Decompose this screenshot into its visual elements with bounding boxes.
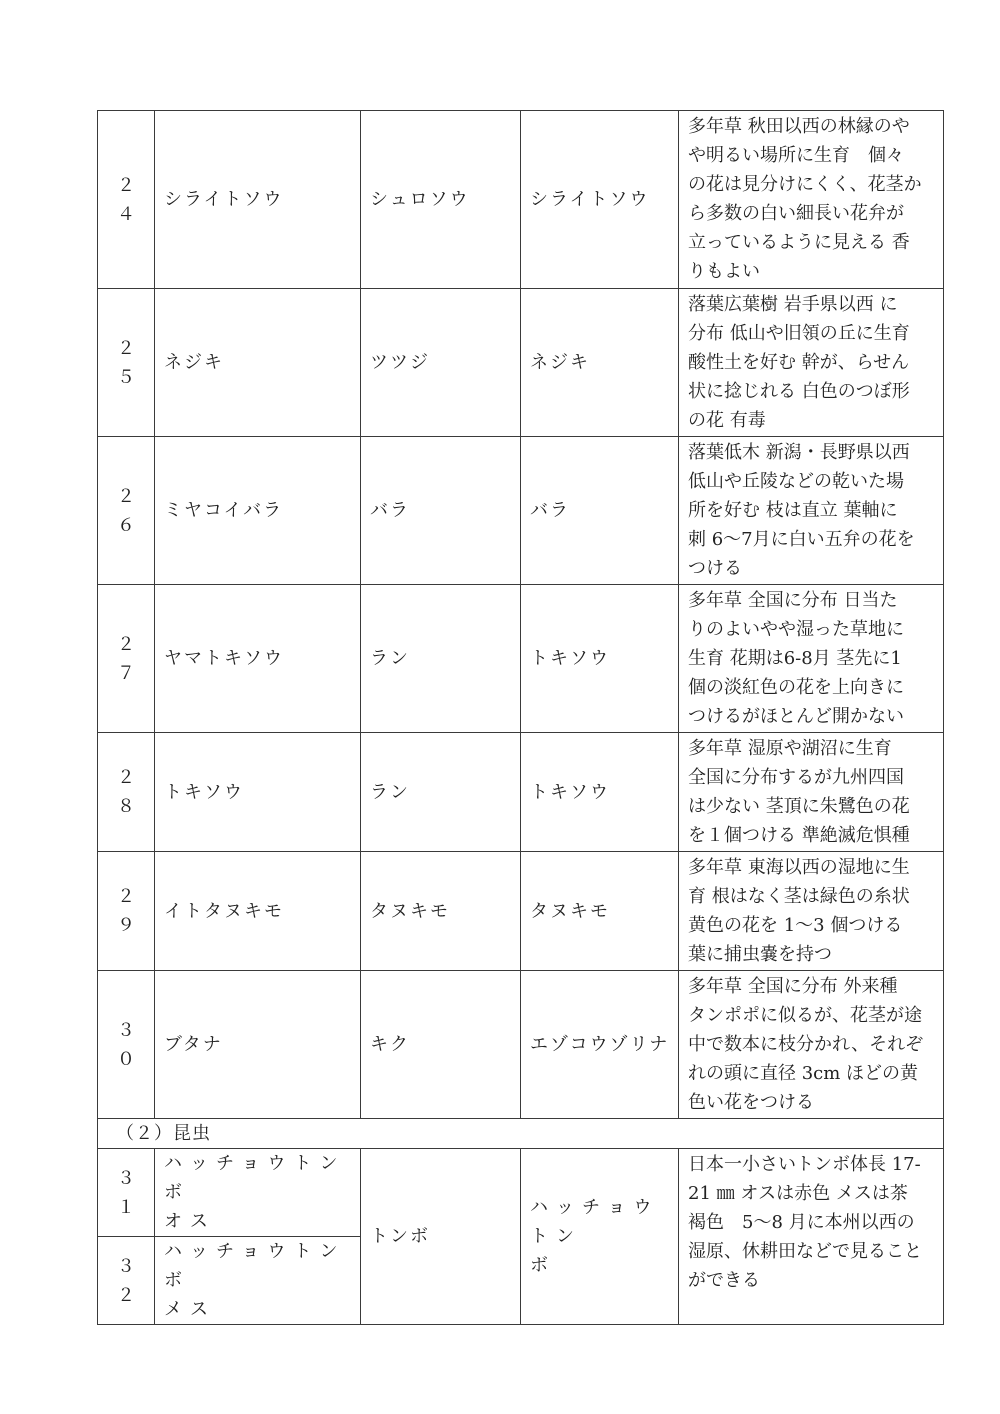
description xyxy=(679,733,944,852)
description-line: 葉に捕虫嚢を持つ xyxy=(688,944,832,965)
family-name: トンボ xyxy=(361,1149,521,1325)
description-line: つけるがほとんど開かない xyxy=(688,706,904,727)
row-number: ２７ xyxy=(98,585,155,733)
species-name xyxy=(155,1237,361,1325)
row-number: ２５ xyxy=(98,289,155,437)
row-number: ３２ xyxy=(98,1237,155,1325)
description-line: つける xyxy=(688,558,742,579)
description-line: 多年草 湿原や湖沼に生育 xyxy=(688,738,892,759)
description-line: 落葉低木 新潟・長野県以西 xyxy=(688,442,910,463)
table-row xyxy=(98,437,944,585)
description-line: 酸性土を好む 幹が、らせん xyxy=(688,352,910,373)
table-row xyxy=(98,733,944,852)
genus-name xyxy=(521,1149,679,1325)
species-name: ブタナ xyxy=(155,971,361,1119)
species-name-line: メス xyxy=(164,1299,216,1320)
species-name: イトタヌキモ xyxy=(155,852,361,971)
row-number: ３０ xyxy=(98,971,155,1119)
description-line: 刺 6～7月に白い五弁の花を xyxy=(688,529,915,550)
table-row xyxy=(98,852,944,971)
family-name: キク xyxy=(361,971,521,1119)
section-row xyxy=(98,1119,944,1149)
species-name: トキソウ xyxy=(155,733,361,852)
table-row xyxy=(98,289,944,437)
description xyxy=(679,289,944,437)
table-row xyxy=(98,971,944,1119)
description-line: 所を好む 枝は直立 葉軸に xyxy=(688,500,898,521)
species-table xyxy=(97,110,944,1325)
family-name: バラ xyxy=(361,437,521,585)
description-line: 個の淡紅色の花を上向きに xyxy=(688,677,904,698)
description-line: りのよいやや湿った草地に xyxy=(688,619,904,640)
genus-name-line: ボ xyxy=(530,1255,556,1276)
description-line: 多年草 秋田以西の林縁のや xyxy=(688,116,910,137)
family-name: シュロソウ xyxy=(361,111,521,289)
species-name xyxy=(155,1149,361,1237)
description-line: 状に捻じれる 白色のつぼ形 xyxy=(688,381,910,402)
description-line: の花 有毒 xyxy=(688,410,766,431)
description-line: りもよい xyxy=(688,261,760,282)
genus-name: タヌキモ xyxy=(521,852,679,971)
description-line: 多年草 全国に分布 外来種 xyxy=(688,976,898,997)
description-line: 落葉広葉樹 岩手県以西 に xyxy=(688,294,898,315)
table-row xyxy=(98,111,944,289)
description-line: れの頭に直径 3cm ほどの黄 xyxy=(688,1063,919,1084)
description-line: 分布 低山や旧領の丘に生育 xyxy=(688,323,910,344)
description-line: は少ない 茎頂に朱鷺色の花 xyxy=(688,796,910,817)
genus-name: ネジキ xyxy=(521,289,679,437)
description-line: を１個つける 準絶滅危惧種 xyxy=(688,825,910,846)
genus-name: トキソウ xyxy=(521,733,679,852)
table-row xyxy=(98,585,944,733)
species-name: ネジキ xyxy=(155,289,361,437)
row-number: ２４ xyxy=(98,111,155,289)
genus-name: エゾコウゾリナ xyxy=(521,971,679,1119)
genus-name: シライトソウ xyxy=(521,111,679,289)
description xyxy=(679,437,944,585)
description xyxy=(679,852,944,971)
description xyxy=(679,1149,944,1325)
description-line: 日本一小さいトンボ体長 17- xyxy=(688,1154,921,1175)
genus-name: バラ xyxy=(521,437,679,585)
species-name-line: ハッチョウトンボ xyxy=(164,1241,346,1291)
description-line: 立っているように見える 香 xyxy=(688,232,910,253)
family-name: ツツジ xyxy=(361,289,521,437)
description-line: 多年草 東海以西の湿地に生 xyxy=(688,857,910,878)
table-row xyxy=(98,1149,944,1237)
genus-name: トキソウ xyxy=(521,585,679,733)
species-name: ヤマトキソウ xyxy=(155,585,361,733)
description-line: 色い花をつける xyxy=(688,1092,814,1113)
family-name: ラン xyxy=(361,585,521,733)
section-heading: （２）昆虫 xyxy=(98,1119,944,1149)
description-line: 低山や丘陵などの乾いた場 xyxy=(688,471,904,492)
species-name-line: オス xyxy=(164,1211,216,1232)
description xyxy=(679,111,944,289)
species-name: シライトソウ xyxy=(155,111,361,289)
species-name: ミヤコイバラ xyxy=(155,437,361,585)
description-line: 育 根はなく茎は緑色の糸状 xyxy=(688,886,910,907)
description-line: 生育 花期は6-8月 茎先に1 xyxy=(688,648,902,669)
description-line: 多年草 全国に分布 日当た xyxy=(688,590,898,611)
row-number: ２８ xyxy=(98,733,155,852)
family-name: ラン xyxy=(361,733,521,852)
description xyxy=(679,971,944,1119)
description-line: タンポポに似るが、花茎が途 xyxy=(688,1005,922,1026)
description-line: 褐色 5～8 月に本州以西の xyxy=(688,1212,915,1233)
genus-name-line: ハッチョウトン xyxy=(530,1197,660,1247)
row-number: ３１ xyxy=(98,1149,155,1237)
description-line: 黄色の花を 1～3 個つける xyxy=(688,915,903,936)
description-line: ら多数の白い細長い花弁が xyxy=(688,203,904,224)
description-line: 湿原、休耕田などで見ること xyxy=(688,1241,922,1262)
description-line: の花は見分けにくく、花茎か xyxy=(688,174,922,195)
species-name-line: ハッチョウトンボ xyxy=(164,1153,346,1203)
description-line: 中で数本に枝分かれ、それぞ xyxy=(688,1034,924,1055)
family-name: タヌキモ xyxy=(361,852,521,971)
description xyxy=(679,585,944,733)
description-line: 全国に分布するが九州四国 xyxy=(688,767,904,788)
row-number: ２６ xyxy=(98,437,155,585)
description-line: ができる xyxy=(688,1270,760,1291)
row-number: ２９ xyxy=(98,852,155,971)
description-line: や明るい場所に生育 個々 xyxy=(688,145,904,166)
description-line: 21 ㎜ オスは赤色 メスは茶 xyxy=(688,1183,908,1204)
